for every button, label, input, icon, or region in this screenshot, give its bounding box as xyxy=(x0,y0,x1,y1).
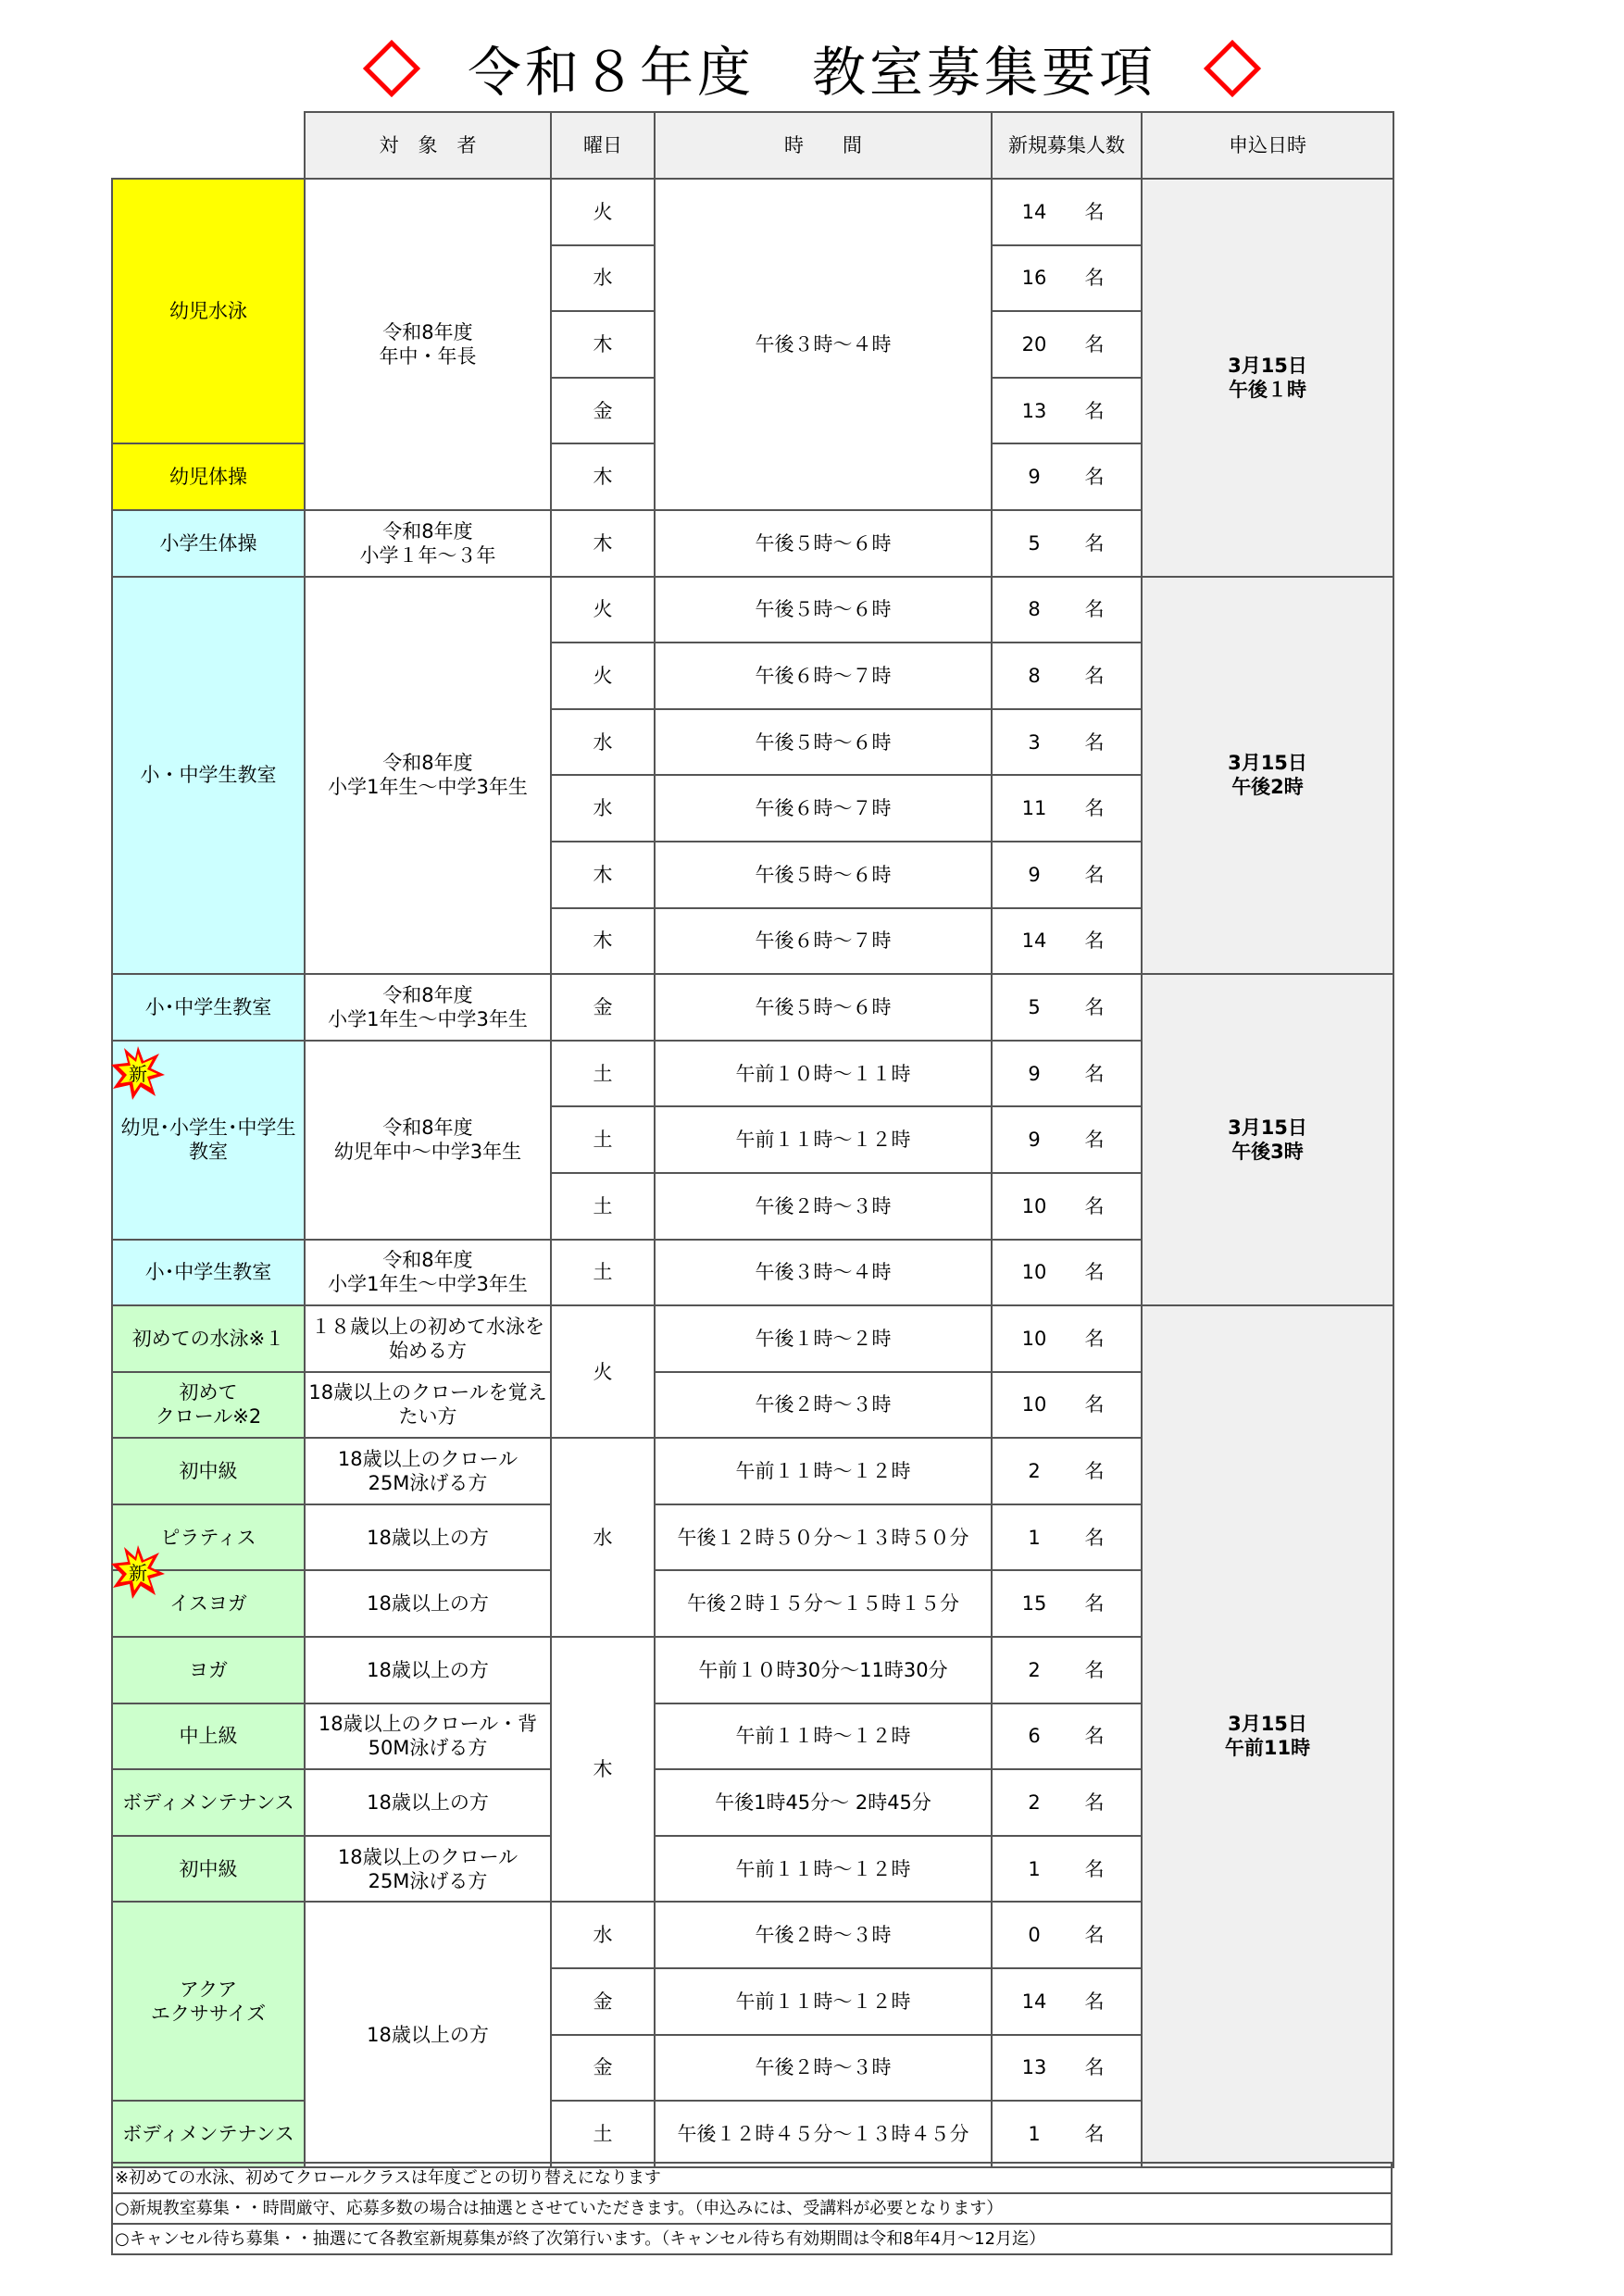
count-unit: 名 xyxy=(1084,1194,1105,1217)
day-cell: 金 xyxy=(551,378,655,444)
count-unit: 名 xyxy=(1084,1261,1105,1284)
count-value: 1 xyxy=(1028,1857,1041,1880)
count-cell xyxy=(992,842,1142,908)
note-3: ○キャンセル待ち募集・・抽選にて各教室新規募集が終了次第行います。（キャンセル待ち有効期間は令和8年4月～12月迄） xyxy=(112,2224,1392,2254)
page-title xyxy=(0,37,1624,107)
header-blank xyxy=(112,112,305,179)
header-count: 新規募集人数 xyxy=(992,112,1142,179)
count-cell xyxy=(992,1106,1142,1173)
count-unit: 名 xyxy=(1084,797,1105,820)
new-badge-label: 新 xyxy=(129,1063,147,1085)
count-value: 2 xyxy=(1028,1658,1041,1681)
count-cell xyxy=(992,1703,1142,1770)
count-cell xyxy=(992,378,1142,444)
count-value: 14 xyxy=(1021,200,1047,223)
time-cell: 午後５時～６時 xyxy=(655,842,992,908)
count-value: 0 xyxy=(1028,1924,1041,1947)
class-name-cell: 幼児･小学生･中学生教室 xyxy=(112,1041,305,1240)
count-unit: 名 xyxy=(1084,2056,1105,2079)
count-unit: 名 xyxy=(1084,1393,1105,1416)
count-cell xyxy=(992,311,1142,378)
time-cell: 午後５時～６時 xyxy=(655,577,992,643)
class-name-cell: アクア エクササイズ xyxy=(112,1902,305,2101)
count-value: 5 xyxy=(1028,531,1041,555)
time-cell: 午前１１時～１２時 xyxy=(655,1106,992,1173)
count-value: 10 xyxy=(1021,1194,1047,1217)
class-name-cell: 初めての水泳※１ xyxy=(112,1305,305,1372)
count-value: 2 xyxy=(1028,1460,1041,1483)
day-cell: 水 xyxy=(551,1902,655,1968)
count-value: 9 xyxy=(1028,1062,1041,1085)
day-cell: 木 xyxy=(551,842,655,908)
count-value: 8 xyxy=(1028,598,1041,621)
target-cell: 令和8年度 小学1年生～中学3年生 xyxy=(305,974,551,1041)
count-value: 13 xyxy=(1021,399,1047,422)
time-cell: 午前１１時～１２時 xyxy=(655,1968,992,2035)
day-cell: 火 xyxy=(551,643,655,709)
time-cell: 午後1時45分～ 2時45分 xyxy=(655,1769,992,1836)
target-cell: 18歳以上の方 xyxy=(305,1504,551,1571)
time-cell: 午後２時～３時 xyxy=(655,2035,992,2102)
count-value: 5 xyxy=(1028,995,1041,1018)
count-value: 1 xyxy=(1028,2123,1041,2146)
count-value: 14 xyxy=(1021,1990,1047,2013)
count-value: 15 xyxy=(1021,1592,1047,1616)
day-cell: 金 xyxy=(551,974,655,1041)
note-1: ※初めての水泳、初めてクロールクラスは年度ごとの切り替えになります xyxy=(112,2163,1392,2193)
day-cell: 木 xyxy=(551,1637,655,1902)
time-cell: 午後３時～４時 xyxy=(655,1240,992,1306)
count-unit: 名 xyxy=(1084,2123,1105,2146)
class-name-cell: 中上級 xyxy=(112,1703,305,1770)
target-cell: 18歳以上のクロールを覚えたい方 xyxy=(305,1372,551,1439)
time-cell: 午前１０時30分～11時30分 xyxy=(655,1637,992,1703)
count-unit: 名 xyxy=(1084,730,1105,754)
apply-date-cell: 3月15日 午後１時 xyxy=(1142,179,1393,577)
count-cell xyxy=(992,510,1142,577)
count-cell xyxy=(992,709,1142,776)
count-unit: 名 xyxy=(1084,1791,1105,1815)
day-cell: 水 xyxy=(551,709,655,776)
count-cell xyxy=(992,1637,1142,1703)
count-cell xyxy=(992,179,1142,245)
count-unit: 名 xyxy=(1084,267,1105,290)
class-name-cell: 初中級 xyxy=(112,1836,305,1903)
count-unit: 名 xyxy=(1084,1460,1105,1483)
target-cell: 令和8年度 小学1年生～中学3年生 xyxy=(305,577,551,975)
count-value: 3 xyxy=(1028,730,1041,754)
header-day: 曜日 xyxy=(551,112,655,179)
target-cell: 18歳以上の方 xyxy=(305,1902,551,2166)
count-cell xyxy=(992,1570,1142,1637)
apply-date-cell: 3月15日 午後3時 xyxy=(1142,974,1393,1305)
count-cell xyxy=(992,2101,1142,2167)
day-cell: 火 xyxy=(551,577,655,643)
count-cell xyxy=(992,908,1142,975)
day-cell: 金 xyxy=(551,1968,655,2035)
count-cell xyxy=(992,577,1142,643)
count-unit: 名 xyxy=(1084,1129,1105,1152)
target-cell: 18歳以上の方 xyxy=(305,1637,551,1703)
count-cell xyxy=(992,1305,1142,1372)
time-cell: 午後２時～３時 xyxy=(655,1902,992,1968)
count-value: 14 xyxy=(1021,930,1047,953)
day-cell: 木 xyxy=(551,443,655,510)
time-cell: 午後１２時４５分～１３時４５分 xyxy=(655,2101,992,2167)
header-apply: 申込日時 xyxy=(1142,112,1393,179)
count-cell xyxy=(992,2035,1142,2102)
count-value: 10 xyxy=(1021,1261,1047,1284)
day-cell: 土 xyxy=(551,1240,655,1306)
count-value: 1 xyxy=(1028,1526,1041,1549)
count-unit: 名 xyxy=(1084,531,1105,555)
title-text: 令和８年度 教室募集要項 xyxy=(467,41,1156,104)
count-value: 9 xyxy=(1028,1129,1041,1152)
count-value: 20 xyxy=(1021,332,1047,356)
count-cell xyxy=(992,245,1142,312)
class-name-cell: ヨガ xyxy=(112,1637,305,1703)
count-value: 9 xyxy=(1028,466,1041,489)
count-unit: 名 xyxy=(1084,1526,1105,1549)
count-value: 6 xyxy=(1028,1725,1041,1748)
time-cell: 午前１１時～１２時 xyxy=(655,1703,992,1770)
target-cell: 令和8年度 小学1年生～中学3年生 xyxy=(305,1240,551,1306)
time-cell: 午前１１時～１２時 xyxy=(655,1836,992,1903)
table-row xyxy=(112,577,1393,643)
day-cell: 水 xyxy=(551,245,655,312)
count-unit: 名 xyxy=(1084,200,1105,223)
class-name-cell: 小学生体操 xyxy=(112,510,305,577)
time-cell: 午後３時～４時 xyxy=(655,179,992,510)
count-cell xyxy=(992,974,1142,1041)
target-cell: 18歳以上の方 xyxy=(305,1769,551,1836)
count-unit: 名 xyxy=(1084,995,1105,1018)
target-cell: 18歳以上の方 xyxy=(305,1570,551,1637)
class-name-cell: ピラティス xyxy=(112,1504,305,1571)
count-value: 2 xyxy=(1028,1791,1041,1815)
time-cell: 午後１時～２時 xyxy=(655,1305,992,1372)
table-row xyxy=(112,179,1393,245)
count-cell xyxy=(992,1836,1142,1903)
recruitment-table xyxy=(111,111,1394,2168)
count-unit: 名 xyxy=(1084,332,1105,356)
note-2: ○新規教室募集・・時間厳守、応募多数の場合は抽選とさせていただきます。（申込みには、受講料が必要となります） xyxy=(112,2193,1392,2224)
target-cell: 令和8年度 年中・年長 xyxy=(305,179,551,510)
count-cell xyxy=(992,1968,1142,2035)
time-cell: 午後５時～６時 xyxy=(655,974,992,1041)
count-cell xyxy=(992,1372,1142,1439)
time-cell: 午後６時～７時 xyxy=(655,775,992,842)
day-cell: 火 xyxy=(551,1305,655,1438)
table-row xyxy=(112,1305,1393,1372)
class-name-cell: ボディメンテナンス xyxy=(112,1769,305,1836)
day-cell: 木 xyxy=(551,510,655,577)
count-unit: 名 xyxy=(1084,1725,1105,1748)
class-name-cell: 初めて クロール※2 xyxy=(112,1372,305,1439)
time-cell: 午後１２時５０分～１３時５０分 xyxy=(655,1504,992,1571)
new-badge-label: 新 xyxy=(129,1562,147,1584)
time-cell: 午後６時～７時 xyxy=(655,643,992,709)
count-value: 8 xyxy=(1028,664,1041,687)
count-cell xyxy=(992,1769,1142,1836)
count-cell xyxy=(992,1173,1142,1240)
time-cell: 午後２時～３時 xyxy=(655,1372,992,1439)
diamond-left-icon xyxy=(363,40,420,97)
count-cell xyxy=(992,1438,1142,1504)
count-cell xyxy=(992,1041,1142,1107)
class-name-cell: 幼児水泳 xyxy=(112,179,305,443)
day-cell: 土 xyxy=(551,1041,655,1107)
target-cell: 18歳以上のクロール 25M泳げる方 xyxy=(305,1438,551,1504)
day-cell: 水 xyxy=(551,775,655,842)
count-cell xyxy=(992,443,1142,510)
class-name-cell: 小･中学生教室 xyxy=(112,974,305,1041)
class-name-cell: 小･中学生教室 xyxy=(112,1240,305,1306)
header-time: 時 間 xyxy=(655,112,992,179)
count-cell xyxy=(992,643,1142,709)
count-unit: 名 xyxy=(1084,863,1105,886)
day-cell: 土 xyxy=(551,2101,655,2167)
count-cell xyxy=(992,1902,1142,1968)
time-cell: 午後２時～３時 xyxy=(655,1173,992,1240)
header-row xyxy=(112,112,1393,179)
target-cell: 令和8年度 幼児年中～中学3年生 xyxy=(305,1041,551,1240)
day-cell: 火 xyxy=(551,179,655,245)
new-badge-icon xyxy=(109,1044,167,1102)
time-cell: 午前１１時～１２時 xyxy=(655,1438,992,1504)
time-cell: 午後６時～７時 xyxy=(655,908,992,975)
day-cell: 土 xyxy=(551,1173,655,1240)
class-name-cell: 初中級 xyxy=(112,1438,305,1504)
header-target: 対 象 者 xyxy=(305,112,551,179)
count-cell xyxy=(992,1240,1142,1306)
class-name-cell: ボディメンテナンス xyxy=(112,2101,305,2167)
count-cell xyxy=(992,775,1142,842)
count-unit: 名 xyxy=(1084,1327,1105,1350)
day-cell: 木 xyxy=(551,311,655,378)
day-cell: 金 xyxy=(551,2035,655,2102)
day-cell: 木 xyxy=(551,908,655,975)
count-value: 11 xyxy=(1021,797,1047,820)
count-unit: 名 xyxy=(1084,1857,1105,1880)
count-cell xyxy=(992,1504,1142,1571)
count-unit: 名 xyxy=(1084,399,1105,422)
notes-table xyxy=(111,2162,1393,2255)
time-cell: 午後５時～６時 xyxy=(655,709,992,776)
class-name-cell: 小・中学生教室 xyxy=(112,577,305,975)
day-cell: 土 xyxy=(551,1106,655,1173)
day-cell: 水 xyxy=(551,1438,655,1637)
count-unit: 名 xyxy=(1084,1658,1105,1681)
apply-date-cell: 3月15日 午後2時 xyxy=(1142,577,1393,975)
count-value: 9 xyxy=(1028,863,1041,886)
target-cell: 令和8年度 小学１年～３年 xyxy=(305,510,551,577)
new-badge-icon xyxy=(109,1543,167,1601)
target-cell: 18歳以上のクロール・背50M泳げる方 xyxy=(305,1703,551,1770)
count-unit: 名 xyxy=(1084,1592,1105,1616)
target-cell: 18歳以上のクロール 25M泳げる方 xyxy=(305,1836,551,1903)
count-value: 16 xyxy=(1021,267,1047,290)
count-value: 10 xyxy=(1021,1393,1047,1416)
class-name-cell: イスヨガ xyxy=(112,1570,305,1637)
count-value: 13 xyxy=(1021,2056,1047,2079)
count-unit: 名 xyxy=(1084,1062,1105,1085)
target-cell: １８歳以上の初めて水泳を始める方 xyxy=(305,1305,551,1372)
class-name-cell: 幼児体操 xyxy=(112,443,305,510)
diamond-right-icon xyxy=(1204,40,1261,97)
apply-date-cell: 3月15日 午前11時 xyxy=(1142,1305,1393,2167)
time-cell: 午後２時１５分～１５時１５分 xyxy=(655,1570,992,1637)
time-cell: 午前１０時～１１時 xyxy=(655,1041,992,1107)
count-unit: 名 xyxy=(1084,664,1105,687)
count-unit: 名 xyxy=(1084,1990,1105,2013)
count-unit: 名 xyxy=(1084,598,1105,621)
count-unit: 名 xyxy=(1084,466,1105,489)
time-cell: 午後５時～６時 xyxy=(655,510,992,577)
count-value: 10 xyxy=(1021,1327,1047,1350)
table-row xyxy=(112,974,1393,1041)
count-unit: 名 xyxy=(1084,930,1105,953)
count-unit: 名 xyxy=(1084,1924,1105,1947)
